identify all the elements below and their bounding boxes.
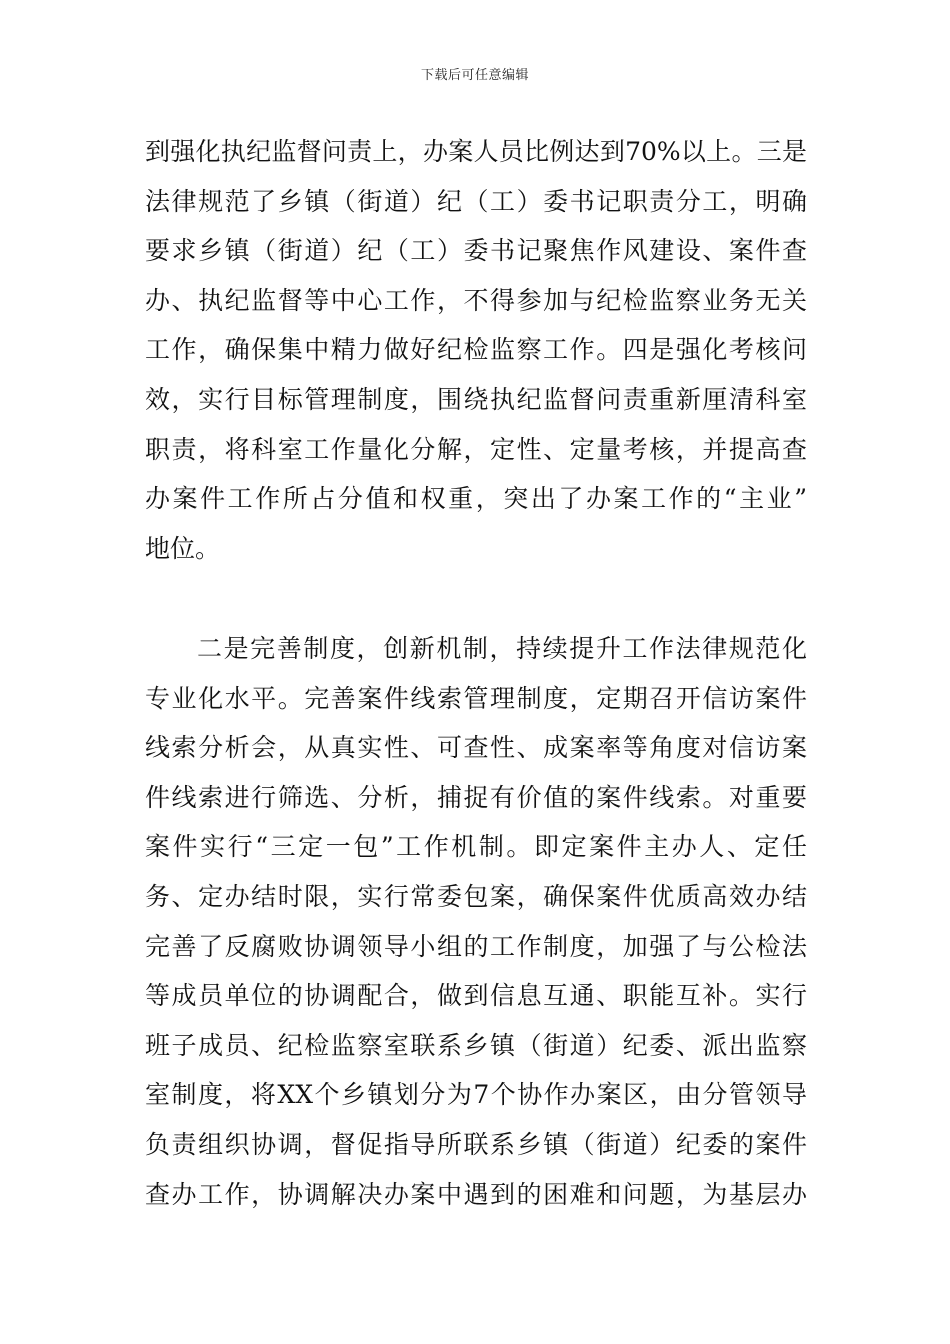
text-line: 职责，将科室工作量化分解，定性、定量考核，并提高查: [145, 434, 807, 464]
page-header: 下载后可任意编辑: [420, 68, 529, 83]
text-line: 完善了反腐败协调领导小组的工作制度，加强了与公检法: [145, 931, 807, 961]
text-line: 法律规范了乡镇（街道）纪（工）委书记职责分工，明确: [145, 186, 807, 216]
text-line: 班子成员、纪检监察室联系乡镇（街道）纪委、派出监察: [145, 1030, 807, 1060]
text-line: 案件实行“三定一包”工作机制。即定案件主办人、定任: [145, 832, 807, 862]
text-line: 线索分析会，从真实性、可查性、成案率等角度对信访案: [145, 733, 807, 763]
text-line: 负责组织协调，督促指导所联系乡镇（街道）纪委的案件: [145, 1129, 807, 1159]
text-line: 地位。: [145, 533, 221, 563]
text-line: 办案件工作所占分值和权重，突出了办案工作的“主业”: [145, 484, 807, 514]
text-line: 办、执纪监督等中心工作，不得参加与纪检监察业务无关: [145, 285, 807, 315]
text-line: 等成员单位的协调配合，做到信息互通、职能互补。实行: [145, 981, 807, 1011]
text-line: 要求乡镇（街道）纪（工）委书记聚焦作风建设、案件查: [145, 236, 807, 266]
text-line: 查办工作，协调解决办案中遇到的困难和问题，为基层办: [145, 1179, 807, 1209]
text-line: 效，实行目标管理制度，围绕执纪监督问责重新厘清科室: [145, 384, 807, 414]
text-line: 室制度，将XX个乡镇划分为7个协作办案区，由分管领导: [145, 1080, 807, 1110]
text-line: 二是完善制度，创新机制，持续提升工作法律规范化: [197, 634, 807, 663]
text-line: 务、定办结时限，实行常委包案，确保案件优质高效办结: [145, 881, 807, 911]
text-line: 工作，确保集中精力做好纪检监察工作。四是强化考核问: [145, 335, 807, 365]
paragraph-1: [145, 127, 807, 573]
text-line: 件线索进行筛选、分析，捕捉有价值的案件线索。对重要: [145, 782, 807, 812]
paragraph-2: [145, 624, 807, 1219]
text-line: 专业化水平。完善案件线索管理制度，定期召开信访案件: [145, 683, 807, 713]
text-line: 到强化执纪监督问责上，办案人员比例达到70%以上。三是: [145, 137, 807, 166]
